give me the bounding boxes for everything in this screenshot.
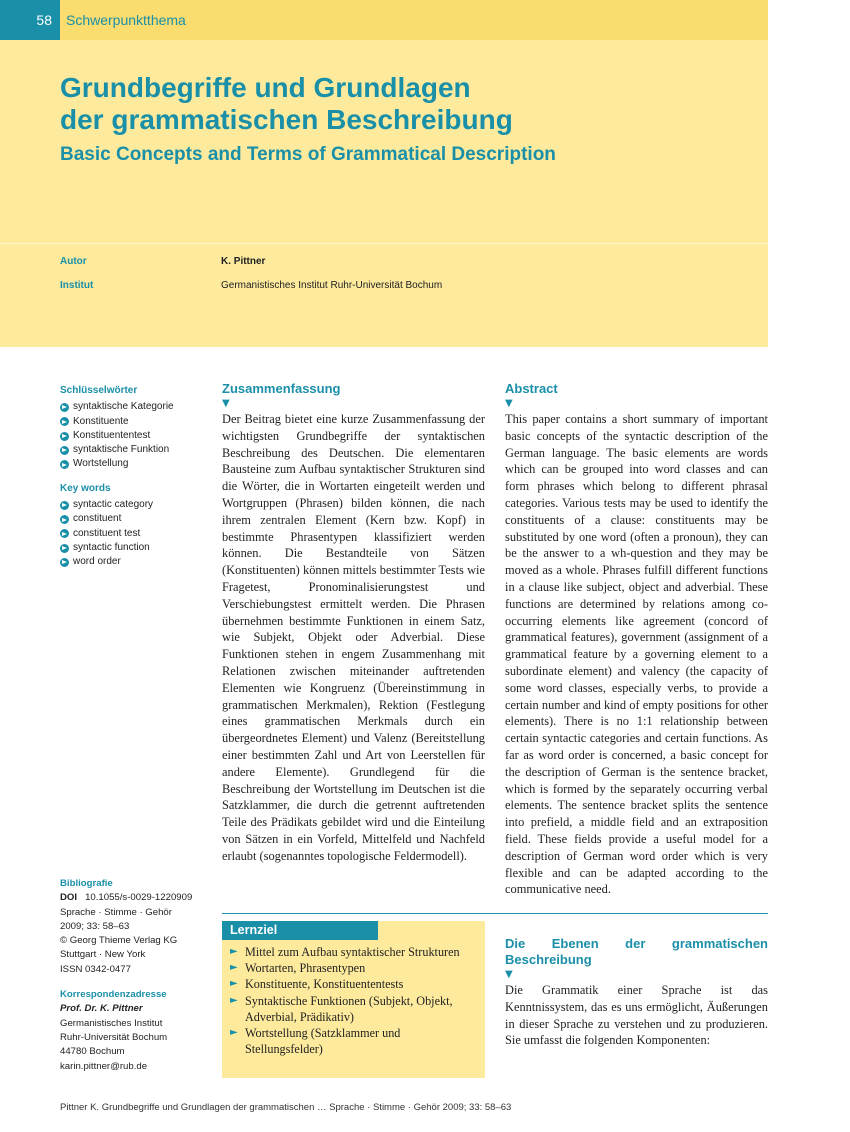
journal-name: Sprache · Stimme · Gehör [60, 906, 172, 918]
bullet-arrow-icon [60, 446, 69, 455]
keyword-item [60, 443, 210, 457]
keywords-de-list [60, 400, 210, 471]
bullet-arrow-icon [60, 432, 69, 441]
keyword-text: syntaktische Kategorie [73, 401, 174, 413]
keywords-en-list [60, 498, 210, 569]
bullet-arrow-icon [60, 558, 69, 567]
bullet-arrow-icon [60, 460, 69, 469]
keyword-item [60, 400, 210, 414]
lernziel-item [230, 1025, 480, 1057]
bibliography-block [60, 877, 215, 1074]
lernziel-item [230, 976, 480, 992]
bullet-arrow-icon [60, 544, 69, 553]
down-triangle-icon: ▼ [505, 398, 513, 409]
doi-line [60, 891, 215, 905]
header-divider [0, 243, 768, 244]
journal-volume: 2009; 33: 58–63 [60, 920, 130, 932]
title-line-1: Grundbegriffe und Grundlagen [60, 72, 471, 103]
abstract-text: This paper contains a short summary of important basic concepts of the syntactic description of the German language. The basic elements are words which can be grouped into word classes and can form phrases which belong to different phrasal categories. Various tests may be used to identify the constituents of a clause: constituents may be substituted by one word (often a pronoun), they can be the answer to a wh-question and they may be moved as a whole. Phrases fulfill different functions in a clause like subject, object and adverbial. These functions are determined by relations among co-occurring elements like agreement (concord of grammatical features), government (assignment of a grammatical feature by a governing element to a subordinate element) and valency (the capacity of some word classes, especially verbs, to provide a certain number and kind of empty positions for other elements). There is no 1:1 relationship between certain syntactic categories and certain functions. As far as word order is concerned, a basic concept for the description of German is the sentence bracket, which is formed by the separately occurring verbal elements. The sentence bracket splits the sentence into prefield, a middle field and an extraposition field. These fields provide a useful model for a description of German word order which is very flexible and can be adapted according to the communicative need. [505, 412, 768, 897]
ebenen-text: Die Grammatik einer Sprache ist das Kenntnissystem, das es uns ermöglicht, Äußerungen in dieser Sprache zu verstehen und zu produzieren. Sie umfasst die folgenden Komponenten: [505, 983, 768, 1048]
correspondence-email[interactable]: karin.pittner@rub.de [60, 1060, 148, 1072]
keyword-item [60, 527, 210, 541]
bullet-arrow-icon [60, 417, 69, 426]
ebenen-heading: Die Ebenen der grammatischen Beschreibung [505, 936, 768, 967]
article-subtitle: Basic Concepts and Terms of Grammatical Description [60, 144, 556, 165]
correspondence-institute-1: Germanistisches Institut [60, 1017, 163, 1029]
keyword-item [60, 541, 210, 555]
bullet-arrow-icon [60, 529, 69, 538]
keyword-text: constituent [73, 513, 122, 525]
zusammenfassung-text: Der Beitrag bietet eine kurze Zusammenfassung der wichtigsten Grundbegriffe der syntaktischen Beschreibung des Deutschen. Die elementaren Bausteine zum Aufbau syntaktischer Strukturen sind die Wörter, die in Wortarten eingeteilt werden und Wortgruppen (Phrasen) bilden können, die nach ihrem zentralen Element (Kern bzw. Kopf) in bestimmte Phrasentypen klassifiziert werden können. Die Bestandteile von Sätzen (Konstituenten) können mittels bestimmter Tests wie Fragetest, Pronominalisierungstest und Verschiebungstest ermittelt werden. Die Phrasen übernehmen bestimmte Funktionen in einem Satz, wie Subjekt, Objekt oder Adverbial. Diese Funktionen stehen in engem Zusammenhang mit Relationen zwischen miteinander auftretenden Elementen wie Kongruenz (Übereinstimmung in grammatischen Merkmalen), Rektion (Festlegung eines grammatischen Merkmals durch ein übergeordnetes Element) und Valenz (Bereitstellung einer bestimmten Zahl und Art von Leerstellen für andere Elemente). Grundlegend für die Beschreibung der Wortstellung im Deutschen ist die Satzklammer, die durch die getrennt auftretenden Teile des Prädikats gebildet wird und die Einteilung von Sätzen in ein Vorfeld, Mittelfeld und Nachfeld erlaubt (sogenanntes topologische Feldermodell). [222, 412, 485, 863]
page-number: 58 [0, 0, 60, 40]
lernziel-box [222, 921, 485, 1078]
keyword-text: syntactic category [73, 499, 154, 511]
keyword-text: syntaktische Funktion [73, 444, 170, 456]
lernziel-item-text: Konstituente, Konstituententests [245, 977, 404, 992]
keyword-item [60, 498, 210, 512]
bibliography-heading: Bibliografie [60, 878, 113, 889]
lernziel-item [230, 993, 480, 1025]
keyword-text: constituent test [73, 527, 141, 539]
author-label: Autor [60, 256, 87, 267]
right-triangle-icon: ► [230, 962, 238, 974]
keyword-item [60, 415, 210, 429]
abstract-heading: Abstract [505, 381, 558, 396]
page-footer: Pittner K. Grundbegriffe und Grundlagen der grammatischen … Sprache · Stimme · Gehör 2009; 33: 58–63 [60, 1102, 512, 1113]
right-triangle-icon: ► [230, 946, 238, 957]
lernziel-heading: Lernziel [222, 921, 378, 940]
keyword-item [60, 512, 210, 526]
correspondence-city: 44780 Bochum [60, 1046, 125, 1058]
keyword-text: Konstituente [73, 415, 129, 427]
header-band [0, 0, 768, 347]
right-triangle-icon: ► [230, 994, 238, 1006]
keyword-item [60, 457, 210, 471]
down-triangle-icon: ▼ [222, 398, 230, 409]
lernziel-item-text: Wortarten, Phrasentypen [245, 961, 366, 976]
keyword-text: Wortstellung [73, 458, 129, 470]
keywords-sidebar [60, 384, 210, 570]
lernziel-list [230, 944, 480, 1057]
keywords-de-heading: Schlüsselwörter [60, 385, 138, 396]
lernziel-item [230, 944, 480, 960]
bullet-arrow-icon [60, 501, 69, 510]
right-triangle-icon: ► [230, 1027, 238, 1039]
lernziel-item [230, 960, 480, 976]
lernziel-item-text: Wortstellung (Satzklammer und Stellungsfelder) [245, 1026, 401, 1057]
article-title [60, 72, 760, 136]
copyright: © Georg Thieme Verlag KG [60, 935, 178, 947]
issn: ISSN 0342-0477 [60, 963, 131, 975]
abstract-column [505, 381, 768, 898]
zusammenfassung-column [222, 381, 485, 865]
keyword-item [60, 555, 210, 569]
lernziel-item-text: Mittel zum Aufbau syntaktischer Strukturen [245, 945, 460, 959]
institute-label: Institut [60, 280, 94, 291]
right-triangle-icon: ► [230, 978, 238, 990]
correspondence-name: Prof. Dr. K. Pittner [60, 1003, 143, 1015]
keyword-item [60, 429, 210, 443]
keyword-text: Konstituententest [73, 429, 151, 441]
correspondence-institute-2: Ruhr-Universität Bochum [60, 1031, 168, 1043]
keyword-text: word order [73, 556, 121, 568]
doi-label: DOI [60, 892, 78, 904]
zusammenfassung-heading: Zusammenfassung [222, 381, 341, 396]
bullet-arrow-icon [60, 515, 69, 524]
doi-link[interactable]: 10.1055/s-0029-1220909 [85, 892, 193, 904]
lernziel-item-text: Syntaktische Funktionen (Subjekt, Objekt, Adverbial, Prädikativ) [245, 993, 453, 1024]
section-label: Schwerpunktthema [66, 12, 186, 28]
correspondence-heading: Korrespondenzadresse [60, 989, 167, 1001]
down-triangle-icon: ▼ [505, 969, 513, 980]
section-divider [222, 913, 768, 914]
title-line-2: der grammatischen Beschreibung [60, 104, 513, 135]
institute-value: Germanistisches Institut Ruhr-Universität Bochum [221, 280, 443, 291]
ebenen-section [505, 936, 768, 1049]
bullet-arrow-icon [60, 403, 69, 412]
keyword-text: syntactic function [73, 541, 150, 553]
author-value: K. Pittner [221, 256, 266, 267]
keywords-en-heading: Key words [60, 482, 111, 494]
publisher-place: Stuttgart · New York [60, 949, 146, 961]
